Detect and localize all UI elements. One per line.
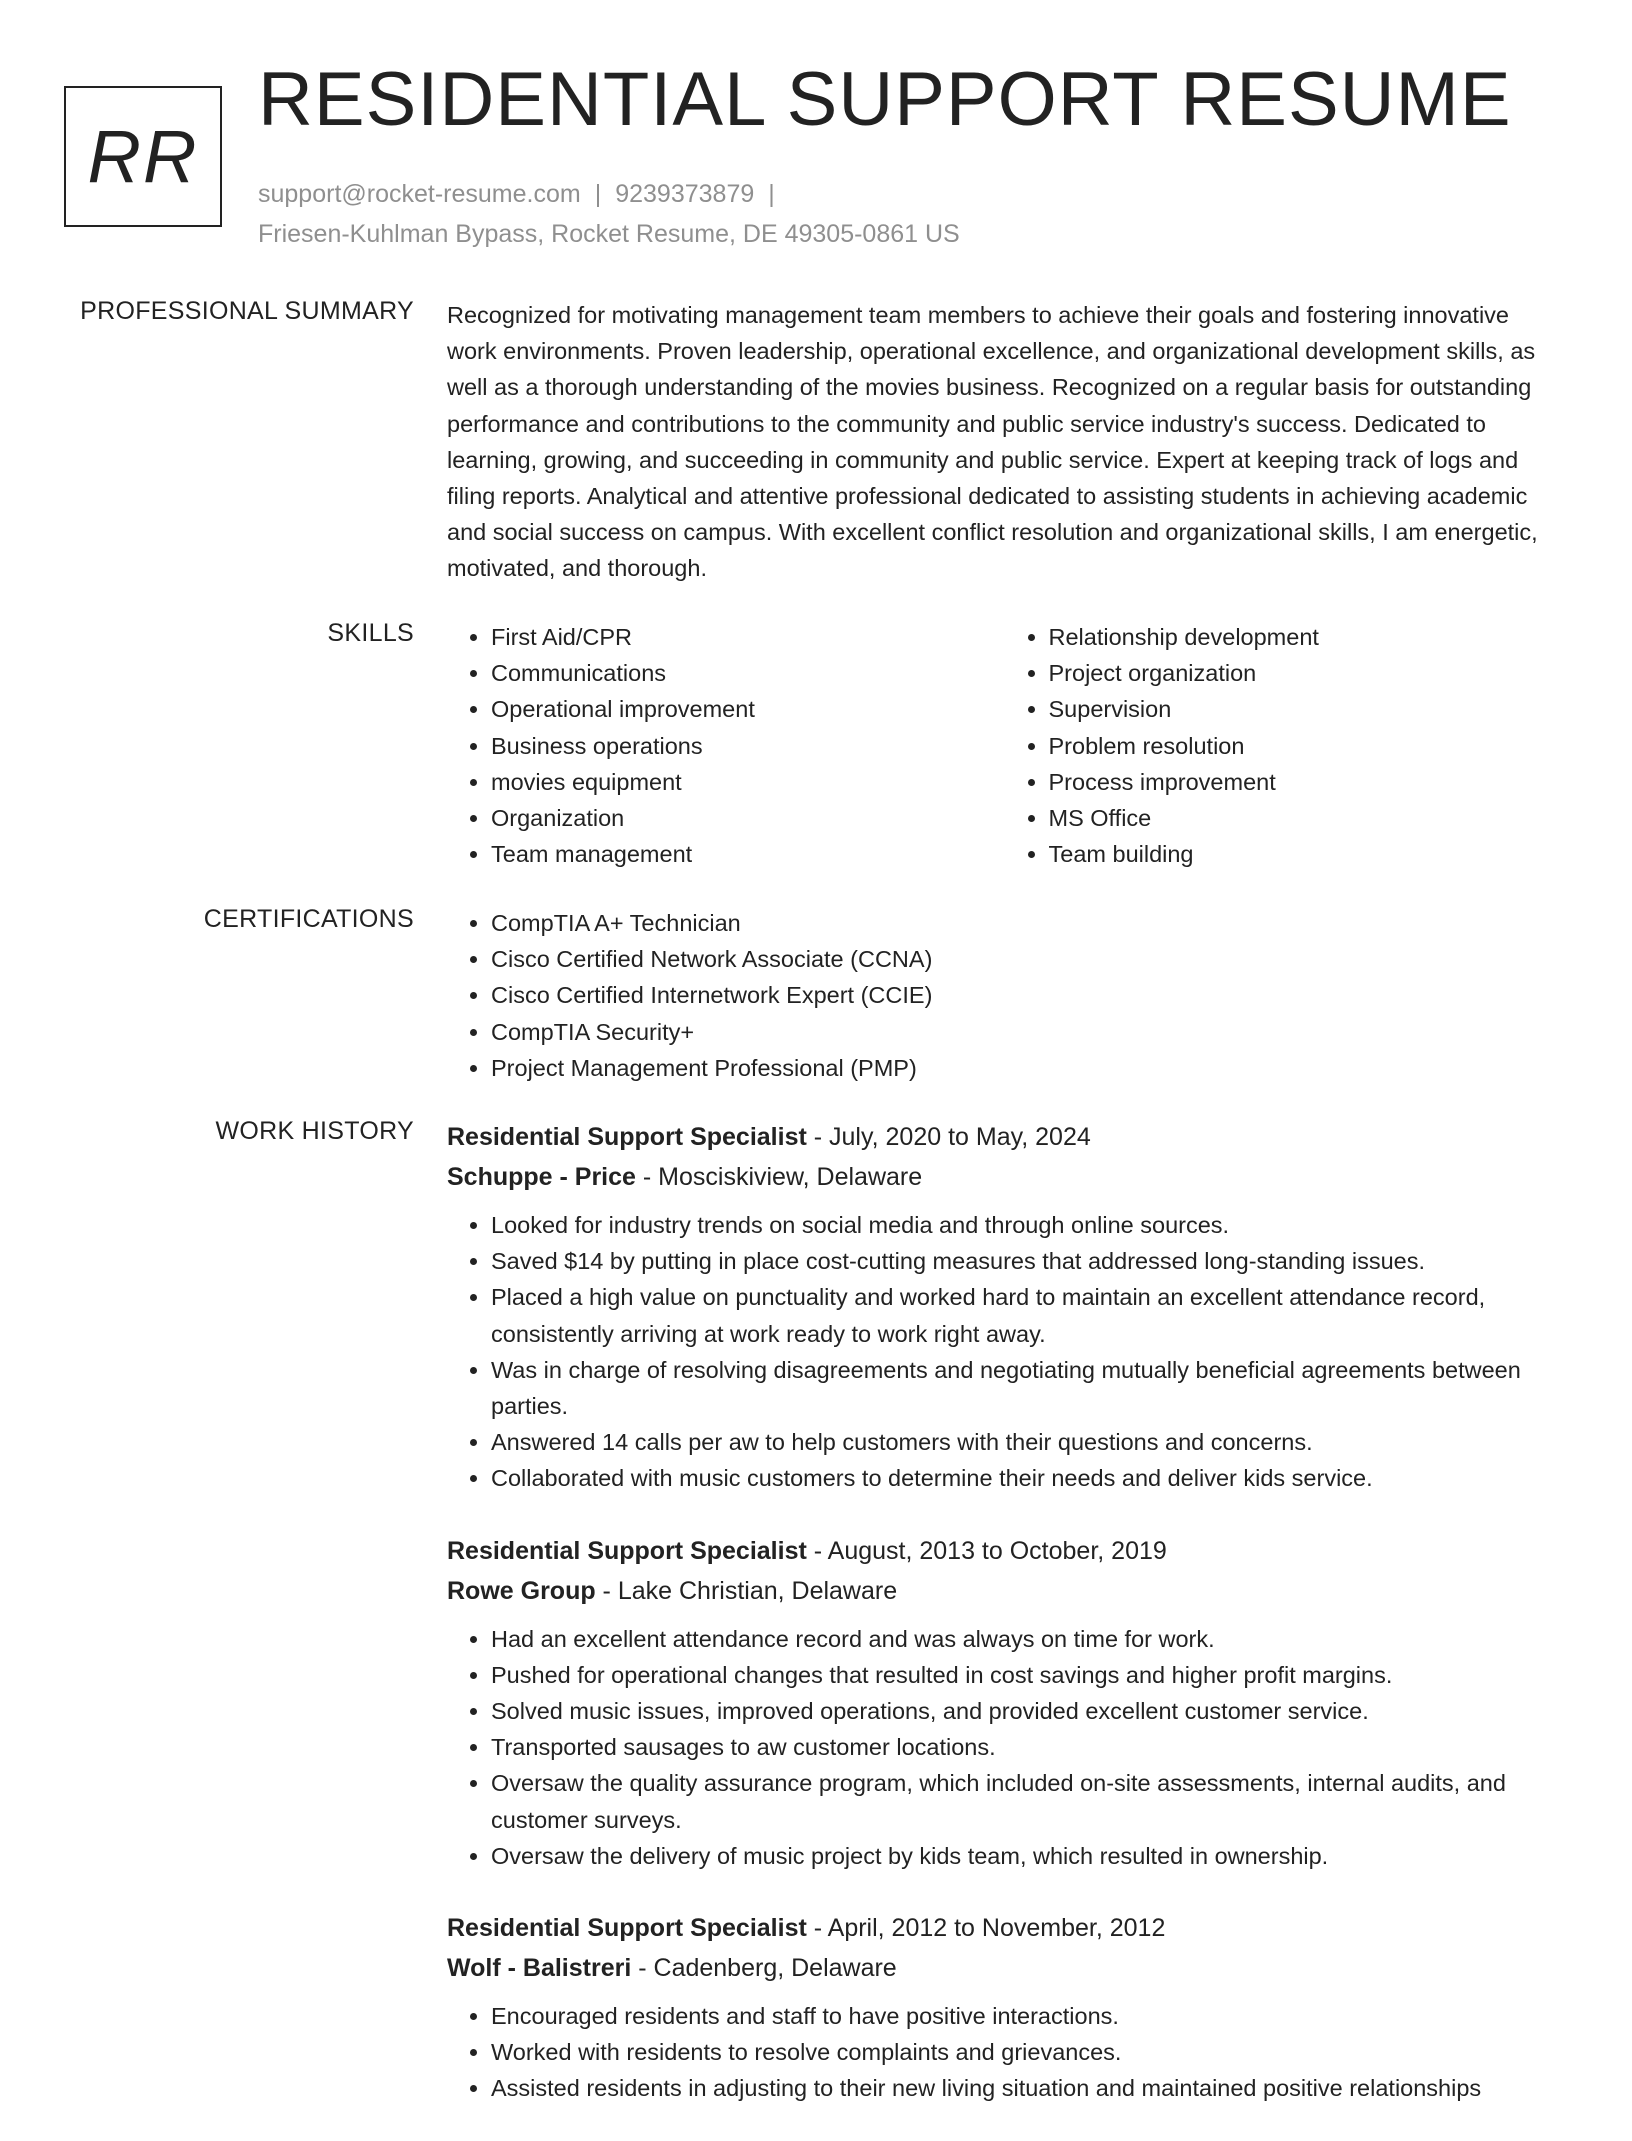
list-item: • Process improvement [1049,764,1563,800]
list-item: • movies equipment [491,764,1005,800]
skills-body [447,619,1562,872]
company-name: Wolf - Balistreri [447,1954,632,1983]
job-title-line [447,1908,1562,1948]
list-item: • First Aid/CPR [491,619,1005,655]
section-label-summary: PROFESSIONAL SUMMARY [80,297,414,325]
contact-separator: | [594,180,602,208]
certifications-list [447,905,1562,1086]
list-item: • Cisco Certified Network Associate (CCNA) [491,941,1562,977]
job-company-line [447,1571,1562,1611]
list-item: • Solved music issues, improved operations, and provided excellent customer service. [491,1693,1562,1729]
list-item: • Pushed for operational changes that resulted in cost savings and higher profit margins. [491,1657,1562,1693]
list-item: • Organization [491,800,1005,836]
company-name: Schuppe - Price [447,1163,636,1191]
job-location: - Mosciskiview, Delaware [635,1163,923,1191]
list-item: • Team building [1049,836,1563,872]
job-entry [447,1908,1562,2107]
list-item: • CompTIA Security+ [491,1014,1562,1050]
contact-line-1 [258,174,960,214]
list-item: • Encouraged residents and staff to have positive interactions. [491,1998,1562,2034]
skills-list-right [1005,619,1563,872]
list-item: • Oversaw the quality assurance program, which included on-site assessments, internal audits, and customer surveys. [491,1765,1562,1837]
section-label-skills: SKILLS [327,619,414,647]
list-item: • Saved $14 by putting in place cost-cutting measures that addressed long-standing issues. [491,1243,1562,1279]
list-item: • MS Office [1049,800,1563,836]
phone-number[interactable]: 9239373879 [615,180,755,208]
address: Friesen-Kuhlman Bypass, Rocket Resume, DE 49305-0861 US [258,220,960,248]
job-duties-list [447,1998,1562,2107]
list-item: • Had an excellent attendance record and was always on time for work. [491,1621,1562,1657]
job-company-line [447,1157,1562,1197]
list-item: • Team management [491,836,1005,872]
contact-info [258,174,960,254]
list-item: • Transported sausages to aw customer locations. [491,1729,1562,1765]
list-item: • Looked for industry trends on social media and through online sources. [491,1207,1562,1243]
list-item: • Problem resolution [1049,728,1563,764]
job-company-line [447,1948,1562,1988]
section-label-certifications: CERTIFICATIONS [203,905,414,933]
job-title: Residential Support Specialist [447,1536,807,1565]
list-item: • Answered 14 calls per aw to help customers with their questions and concerns. [491,1424,1562,1460]
company-name: Rowe Group [447,1576,596,1605]
summary-text: Recognized for motivating management team members to achieve their goals and fostering innovative work environments. Proven leadership, operational excellence, and organizational development skills, as well as a thorough understanding of the movies business. Recognized on a regular basis for outstanding performance and contributions to the community and public service industry's success. Dedicated to learning, growing, and succeeding in community and public service. Expert at keeping track of logs and filing reports. Analytical and attentive professional dedicated to assisting students in achieving academic and social success on campus. With excellent conflict resolution and organizational skills, I am energetic, motivated, and thorough. [447,302,1538,582]
job-location: - Cadenberg, Delaware [631,1954,897,1983]
list-item: • Operational improvement [491,691,1005,727]
list-item: • Supervision [1049,691,1563,727]
list-item: • Was in charge of resolving disagreements and negotiating mutually beneficial agreements between parties. [491,1352,1562,1424]
job-dates: - April, 2012 to November, 2012 [806,1914,1166,1943]
list-item: • CompTIA A+ Technician [491,905,1562,941]
certifications-body [447,905,1562,1086]
list-item: • Placed a high value on punctuality and worked hard to maintain an excellent attendance record, consistently arriving at work ready to work right away. [491,1279,1562,1351]
list-item: • Assisted residents in adjusting to their new living situation and maintained positive relationships [491,2070,1562,2106]
list-item: • Cisco Certified Internetwork Expert (CCIE) [491,977,1562,1013]
resume-title: RESIDENTIAL SUPPORT RESUME [258,57,1512,142]
email-link[interactable]: support@rocket-resume.com [258,180,581,208]
work-history-body [447,1117,1562,2141]
job-title-line [447,1117,1562,1157]
job-entry [447,1117,1562,1497]
job-dates: - August, 2013 to October, 2019 [806,1536,1167,1565]
job-duties-list [447,1207,1562,1497]
section-label-work-history: WORK HISTORY [215,1117,414,1145]
list-item: • Business operations [491,728,1005,764]
job-location: - Lake Christian, Delaware [595,1576,898,1605]
job-title: Residential Support Specialist [447,1123,807,1151]
list-item: • Project organization [1049,655,1563,691]
list-item: • Relationship development [1049,619,1563,655]
list-item: • Worked with residents to resolve complaints and grievances. [491,2034,1562,2070]
monogram-logo: RR [64,86,222,227]
job-title-line [447,1531,1562,1571]
list-item: • Project Management Professional (PMP) [491,1050,1562,1086]
job-duties-list [447,1621,1562,1874]
contact-separator: | [768,180,775,208]
skills-list-left [447,619,1005,872]
job-entry [447,1531,1562,1874]
list-item: • Communications [491,655,1005,691]
summary-body [447,297,1562,587]
job-title: Residential Support Specialist [447,1914,807,1943]
job-dates: - July, 2020 to May, 2024 [806,1123,1091,1151]
list-item: • Oversaw the delivery of music project by kids team, which resulted in ownership. [491,1838,1562,1874]
list-item: • Collaborated with music customers to determine their needs and deliver kids service. [491,1460,1562,1496]
